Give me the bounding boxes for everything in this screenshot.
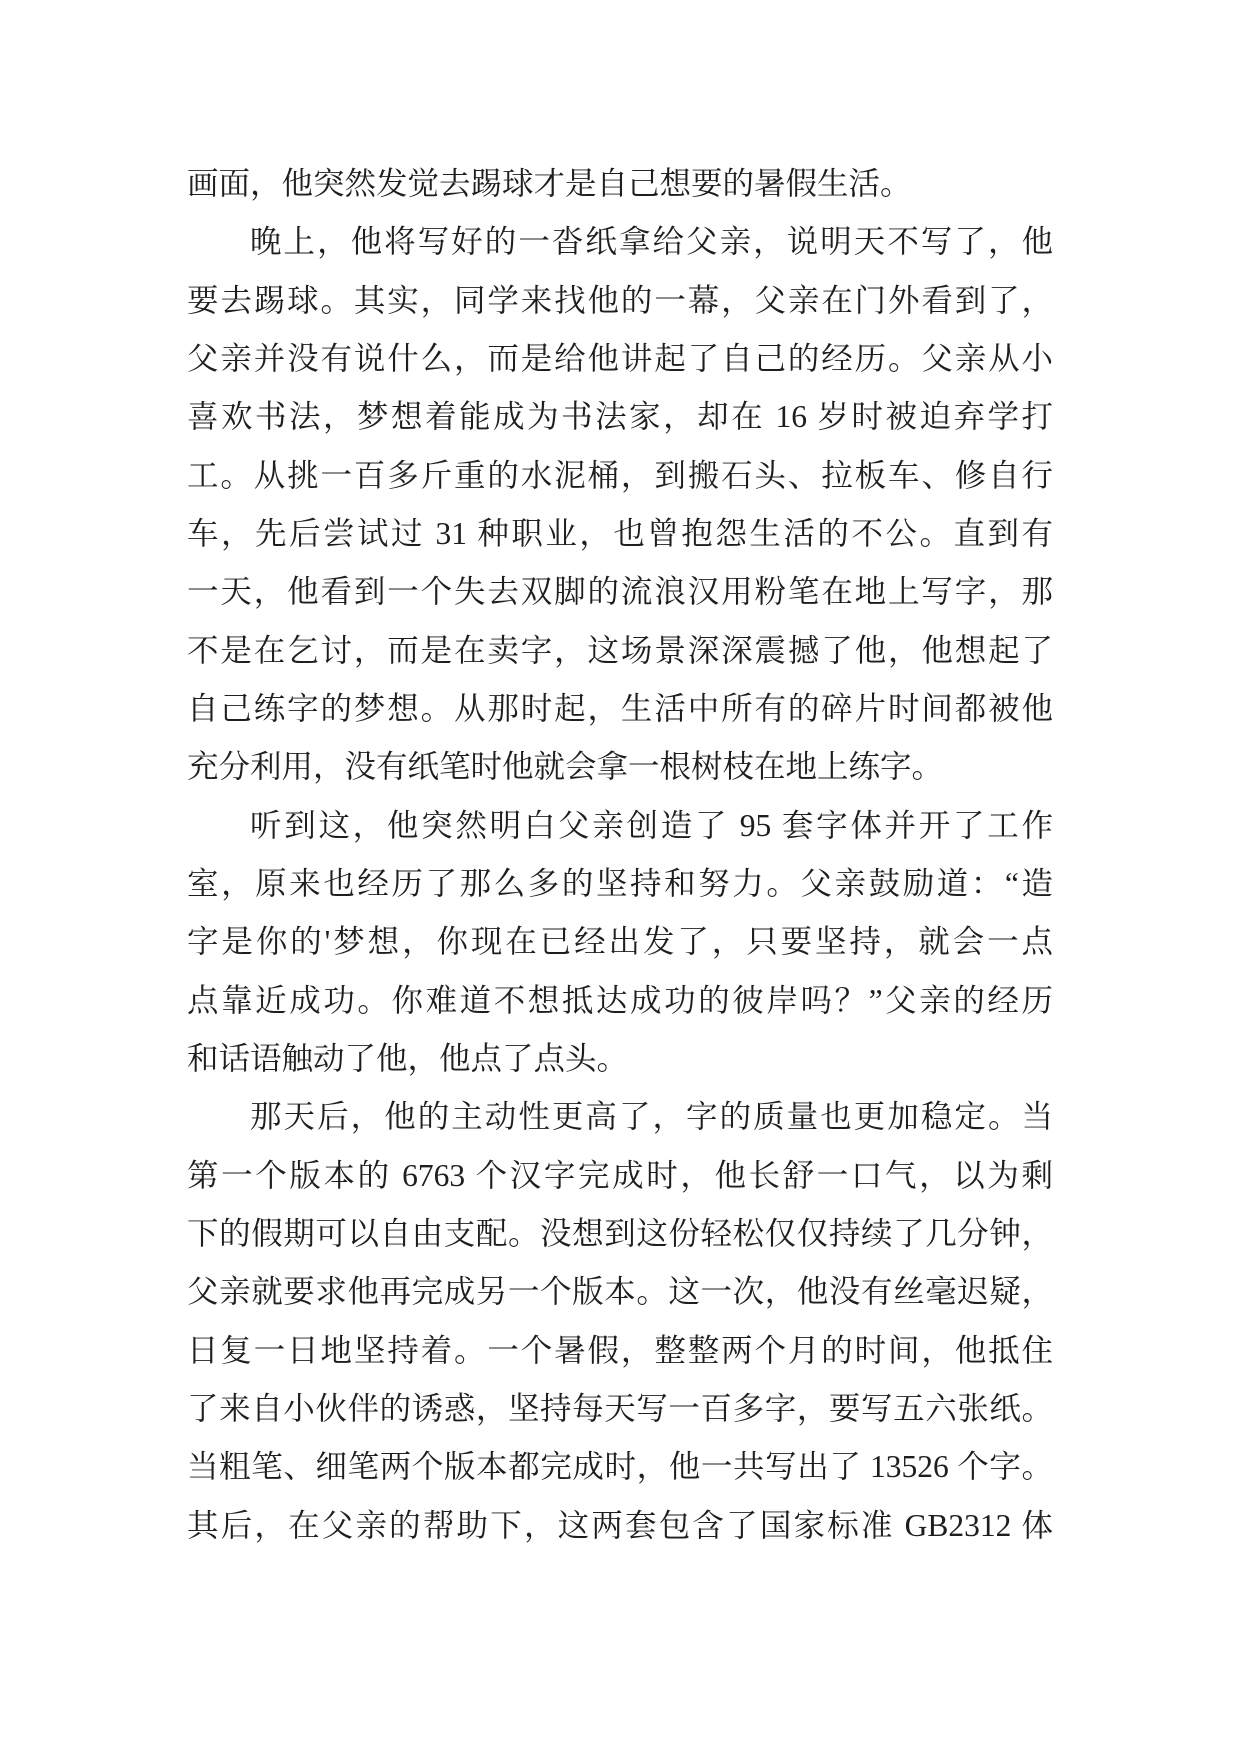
text-line: 一天，他看到一个失去双脚的流浪汉用粉笔在地上写字，那 — [187, 574, 1053, 610]
paragraph — [187, 155, 1053, 213]
text-line: 喜欢书法，梦想着能成为书法家，却在 16 岁时被迫弃学打 — [187, 399, 1053, 435]
text-line: 要去踢球。其实，同学来找他的一幕，父亲在门外看到了， — [187, 282, 1053, 318]
text-line: 那天后，他的主动性更高了，字的质量也更加稳定。当 — [250, 1099, 1053, 1135]
body-text — [187, 155, 1053, 1555]
text-line: 听到这，他突然明白父亲创造了 95 套字体并开了工作 — [250, 807, 1053, 843]
text-line: 工。从挑一百多斤重的水泥桶，到搬石头、拉板车、修自行 — [187, 457, 1053, 493]
paragraph — [187, 1088, 1053, 1555]
text-line: 父亲就要求他再完成另一个版本。这一次，他没有丝毫迟疑， — [187, 1274, 1053, 1310]
text-line: 晚上，他将写好的一沓纸拿给父亲，说明天不写了，他 — [250, 224, 1053, 260]
text-line: 字是你的'梦想，你现在已经出发了，只要坚持，就会一点 — [187, 924, 1053, 960]
text-line: 室，原来也经历了那么多的坚持和努力。父亲鼓励道：“造 — [187, 865, 1053, 901]
text-line: 第一个版本的 6763 个汉字完成时，他长舒一口气，以为剩 — [187, 1157, 1053, 1193]
text-line: 充分利用，没有纸笔时他就会拿一根树枝在地上练字。 — [187, 749, 944, 785]
text-line: 了来自小伙伴的诱惑，坚持每天写一百多字，要写五六张纸。 — [187, 1390, 1053, 1426]
text-line: 车，先后尝试过 31 种职业，也曾抱怨生活的不公。直到有 — [187, 515, 1053, 551]
text-line: 下的假期可以自由支配。没想到这份轻松仅仅持续了几分钟， — [187, 1215, 1053, 1251]
text-line: 不是在乞讨，而是在卖字，这场景深深震撼了他，他想起了 — [187, 632, 1053, 668]
text-line: 画面，他突然发觉去踢球才是自己想要的暑假生活。 — [187, 166, 912, 201]
text-line: 日复一日地坚持着。一个暑假，整整两个月的时间，他抵住 — [187, 1332, 1053, 1368]
text-line: 自己练字的梦想。从那时起，生活中所有的碎片时间都被他 — [187, 690, 1053, 726]
text-line: 父亲并没有说什么，而是给他讲起了自己的经历。父亲从小 — [187, 340, 1053, 376]
paragraph — [187, 213, 1053, 796]
text-line: 点靠近成功。你难道不想抵达成功的彼岸吗？”父亲的经历 — [187, 982, 1053, 1018]
text-line: 其后，在父亲的帮助下，这两套包含了国家标准 GB2312 体 — [187, 1507, 1053, 1543]
paragraph — [187, 797, 1053, 1089]
text-line: 和话语触动了他，他点了点头。 — [187, 1040, 629, 1076]
text-line: 当粗笔、细笔两个版本都完成时，他一共写出了 13526 个字。 — [187, 1449, 1053, 1485]
